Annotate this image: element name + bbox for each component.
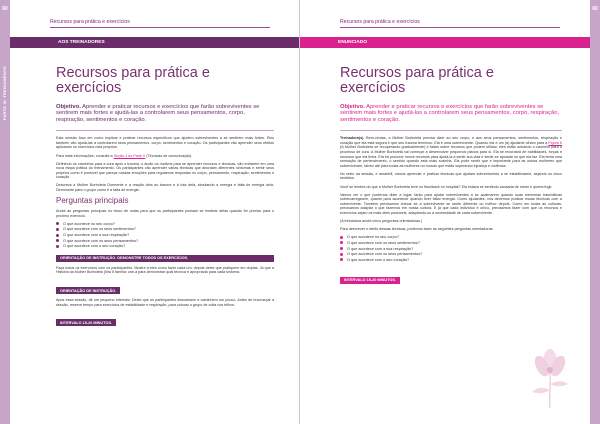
divider [340,130,562,131]
paragraph: (A treinadora anota cinco perguntas orientadoras.) [340,219,423,224]
text: Você se lembra do que a Mulher Borboleta teve no [340,184,425,189]
paragraph [56,154,274,159]
side-tab [0,0,10,424]
section-band: ENUNCIADO [300,37,590,48]
question-text: O que acontece com o seu coração? [63,244,126,249]
running-header: Recursos para prática e exercícios [340,19,420,25]
page-number: 60 [592,6,598,12]
flower-illustration-icon [522,340,578,410]
question-list [340,235,562,263]
right-page [300,0,600,424]
bullet-icon [56,234,59,237]
page-number: 60 [2,6,8,12]
text: Para mais informações, consulte a [56,153,114,158]
page-title: Recursos para prática e exercícios [340,65,494,96]
bullet-icon [340,253,343,256]
bullet-icon [340,241,343,244]
figure-link[interactable]: Figura 6 [548,140,562,145]
bullet-icon [340,236,343,239]
text: (Técnicas de comunicação). [145,153,193,158]
bullet-icon [56,228,59,231]
left-content [56,66,274,330]
paragraph: Vamos ver o que podemos dizer a lugar, tanto para ajudar sobreviventes a se acalmarem quando suas memórias traumáticas sobrecarregarem, quanto para acontecer quando tiver faltar energia. Como ajudantes, nós devemos praticar essas técnicas com a sobrevivente. Também precisamos checar se a sobrevivente se sente diferente ou melhor depois. Como em todas as culturas, precisamos adaptar o que fazemos em nossa cultura. E já que cada indivíduo é único, precisamos fazer com que os recursos e exercícios sejam os mais úteis possíveis, adaptando-os à necessidade de cada sobrevivente. [340,192,562,216]
question-text: O que acontece com os seus sentimentos? [63,227,136,232]
text: no hospital? Ela estava se sentindo cansada de medo e queria fugir. [439,184,553,189]
objective-label: Objetivo. [56,104,81,110]
speaker-label: Treinadora(s). [340,136,365,141]
divider [56,130,274,131]
paragraph [340,136,562,168]
objective-text: Aprender e praticar recursos e exercícios que farão sobreviventes se sentirem mais fortes e ajudá-las a controlarem seus pensamentos, corpo, respiração, sentimentos e coração. [340,104,560,123]
side-tab [590,0,600,424]
paragraph: Esta sessão foca em como explicar e praticar recursos específicos que ajudem sobreviventes a se sentirem mais fortes. Eles também vão ajudá-las a controlarem seus pensamentos, corpo, sentimentos e coração. Os participantes vão aprender seus efeitos aplicando os exercícios nela próprios. [56,136,274,150]
paragraph [340,185,562,190]
bullet-icon [56,222,59,225]
text: (A Mulher Borboleta se recuperando gradualmente) e falam sobre recursos que podem utilizar, eles estão achando o caminho para o processo de cura. A Mulher Borboleta vai começar a desenvolver pequenos planos para si. Ela se recordará de habilidades, forças e recursos que ela tinha. Ela irá procurar novos recursos para ajudá-la a sentir sua vida e sentir-se apoiada no que ela faz. Ela tenta uma sensação de pertencimento, o sentido quando está mais sozinha. Ela pode sentir que é importante para as outras mulheres que sobreviveram, talvez até para todas as mulheres no mundo que estão superando injustiça e violência. [340,145,562,168]
paragraph: Anote as perguntas principais no bloco de notas para que os participantes possam se lembrar delas quando for preciso para o próximo exercício. [56,209,274,218]
instruction-bar: ORIENTAÇÃO DE INSTRUÇÃO. DEMONSTRE TODOS OS EXERCÍCIOS. [56,255,274,262]
question-text: O que acontece no seu corpo? [63,221,115,226]
bullet-icon [340,258,343,261]
objective-label: Objetivo. [340,104,365,110]
question-text: O que acontece com o seu coração? [347,257,410,262]
italic-text: flashback [424,184,440,189]
bullet-icon [56,245,59,248]
break-bar: INTERVALO 15-20 MINUTOS. [56,319,116,326]
paragraph: Faça todos os exercícios com os participantes. Mostre a eles como fazer cada um, depois deixe que pratiquem em duplas. Já que a História da Mulher Borboleta (Ilha 6 família: use-a para demonstrar qual técnica é apropriada para cada sintoma. [56,265,274,275]
text: Bem-vindas, a Mulher Borboleta precisa dizer ao seu corpo, e aos seus pensamentos, sentimentos, respiração e coração que ela está segura e que seu trauma terminou. Ela é uma sobrevivente. Quando ela e um (a) ajudante olham para a [340,136,562,145]
side-label: PARTE III: TREINAMENTO [2,66,7,120]
paragraph: Para descrever o efeito dessas técnicas, podemos fazer as seguintes perguntas orientadoras: [340,227,494,232]
question-text: O que acontece com os seus sentimentos? [347,240,420,245]
question-text: O que acontece no seu corpo? [347,235,399,240]
question-text: O que acontece com a sua respiração? [347,246,414,251]
objective [56,104,274,123]
bullet-icon [56,239,59,242]
paragraph: Definindo os caminhos para a cura após o trauma, o áudio os motivos para se aprender recursos e técnicas, vão entrarem em uma nova etapa prática do treinamento. Os participantes vão aprender várias técnicas que abordam diferentes sintomas e sentir seus próprios como é possível que pareça nossas emoções para regulamos respostas no corpo, pensamento, respiração, sentimentos e coração. [56,161,274,180]
header-rule [340,27,560,28]
list-item [340,258,562,264]
question-text: O que acontece com a sua respiração? [63,233,130,238]
header-rule [50,27,270,28]
section-band: AOS TREINADORES [10,37,299,48]
section-heading: Perguntas principais [56,196,129,206]
right-content [340,66,562,288]
paragraph: Após essa sessão, dê um pequeno intervalo. Deixe que os participantes descansem e caminhem um pouco. Antes de recomeçar a sessão, reserve tempo para exercícios de estabilidade e respiração, para colocar o grupo de volta nos trilhos. [56,298,274,307]
section-link[interactable]: Seção 4 da Parte II [113,153,146,158]
break-bar: INTERVALO 15-20 MINUTOS. [340,277,400,284]
paragraph: Descreva a Mulher Borboleta Dormente e a reação dela ao trauma e à luta dela, simulando a energia e falta de energia dela. Demonstre para o grupo como é a falta de energia. [56,183,274,193]
objective [340,104,562,123]
paragraph: No resto da sessão, e amanhã, vamos aprender e praticar técnicas que ajudam sobreviventes a se estabilizarem, sejando os cinco sentidos. [340,171,562,181]
objective-text: Aprender e praticar recursos e exercícios que farão sobreviventes se sentirem mais fortes e ajudá-las a controlarem seus pensamentos, corpo, respiração, sentimentos e coração. [56,104,260,123]
instruction-bar: ORIENTAÇÃO DE INSTRUÇÃO. [56,287,120,294]
bullet-icon [340,247,343,250]
page-title: Recursos para prática e exercícios [56,65,210,96]
list-item [56,244,274,250]
question-text: O que acontece com os seus pensamentos? [347,252,423,257]
running-header: Recursos para prática e exercícios [50,19,130,25]
question-text: O que acontece com os seus pensamentos? [63,238,139,243]
question-list [56,222,274,250]
side-label: PARTE III: TREINAMENTO [569,103,575,157]
